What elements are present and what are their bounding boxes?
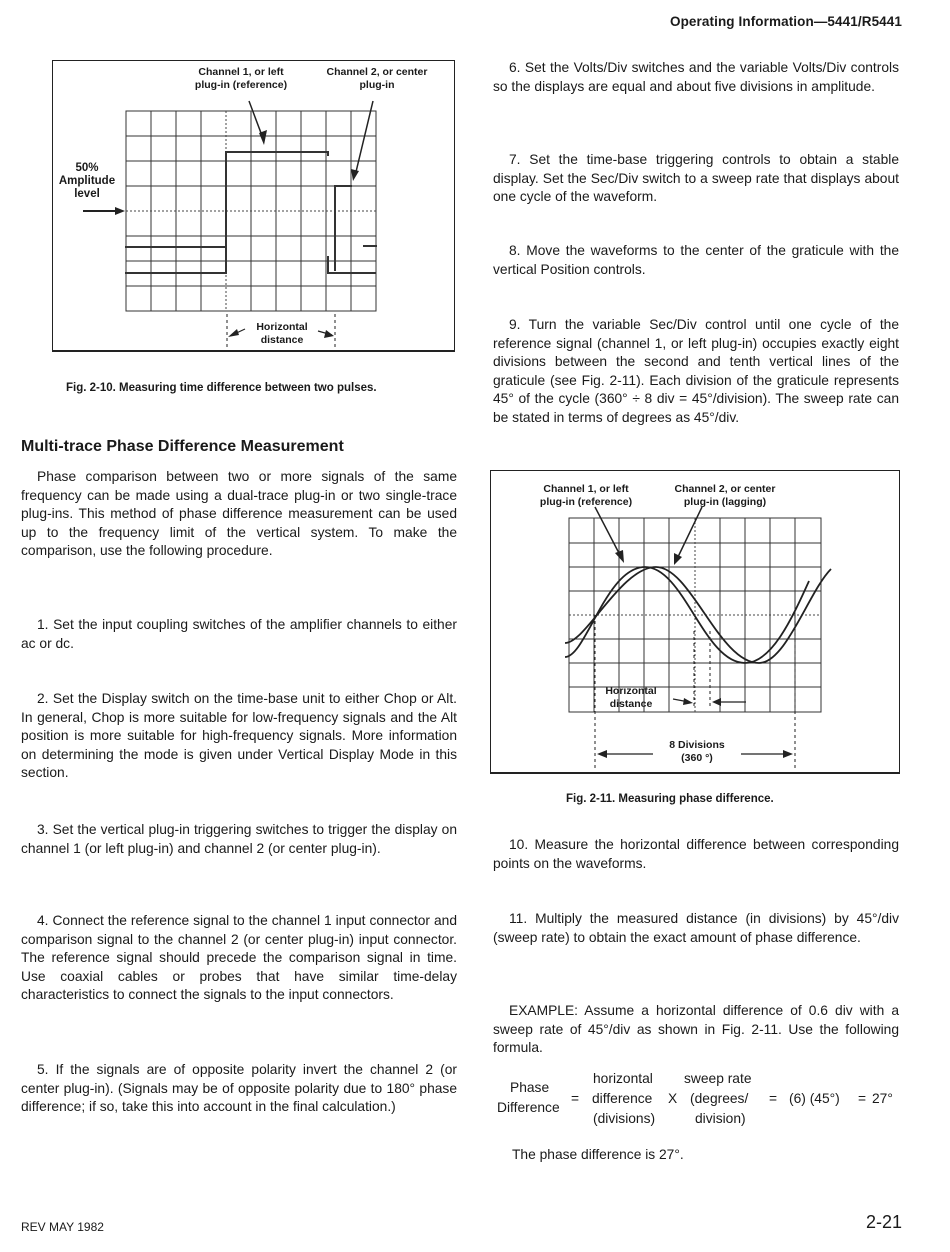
step-4: 4. Connect the reference signal to the channel 1 input connector and comparison signal to the channel 2 (or center plug-in) input connector. The reference signal should precede the comparison signal in time. Use coaxial cables or probes that have similar time-delay characteristics to connect the signals to the input connectors. [21, 913, 457, 1003]
formula-lhs-phase: Phase [510, 1080, 550, 1095]
example-paragraph: EXAMPLE: Assume a horizontal difference of 0.6 div with a sweep rate of 45°/div as shown in Fig. 2-11. Use the following formula. [493, 1003, 899, 1056]
formula-term2-bottom: division) [695, 1111, 746, 1126]
running-head: Operating Information—5441/R5441 [669, 14, 902, 29]
figure-2-10 [52, 60, 455, 352]
step-3: 3. Set the vertical plug-in triggering switches to trigger the display on channel 1 (or left plug-in) and channel 2 (or center plug-in). [21, 822, 457, 856]
formula-equals-3: = [858, 1091, 867, 1106]
fig-2-11-ch1-label: Channel 1, or left plug-in (reference) [539, 483, 633, 508]
step-5: 5. If the signals are of opposite polarity invert the channel 2 (or center plug-in). (Signals may be of opposite polarity due to 180° phase difference; if so, take this into account in the final calculation.) [21, 1062, 457, 1115]
fig-2-10-ch1-label: Channel 1, or left plug-in (reference) [194, 66, 288, 91]
formula-term2-mid: (degrees/ [690, 1091, 749, 1106]
formula-value: 27° [872, 1091, 893, 1106]
formula-term1-bottom: (divisions) [593, 1111, 656, 1126]
fig-2-10-caption: Fig. 2-10. Measuring time difference between two pulses. [66, 382, 377, 394]
phase-formula [493, 1066, 899, 1136]
formula-equals-1: = [571, 1091, 580, 1106]
fig-2-11-8div-label: 8 Divisions (360 °) [669, 739, 725, 764]
fig-2-11-ch2-label: Channel 2, or center plug-in (lagging) [674, 483, 776, 508]
step-7: 7. Set the time-base triggering controls to obtain a stable display. Set the Sec/Div switch to a sweep rate that displays about one cycle of the waveform. [493, 152, 899, 205]
footer-revision: REV MAY 1982 [21, 1220, 104, 1234]
formula-term1-top: horizontal [593, 1071, 653, 1086]
figure-2-11 [490, 470, 900, 774]
step-9: 9. Turn the variable Sec/Div control until one cycle of the reference signal (channel 1, or left plug-in) occupies exactly eight divisions between the second and tenth vertical lines of the graticule (see Fig. 2-11). Each division of the graticule represents 45° of the cycle (360° ÷ 8 div = 45°/division). The sweep rate can be stated in terms of degrees as 45°/div. [493, 317, 899, 425]
fig-2-11-graticule [491, 471, 901, 775]
fig-2-10-50pct-label: 50% Amplitude level [58, 162, 116, 200]
step-11: 11. Multiply the measured distance (in divisions) by 45°/div (sweep rate) to obtain the exact amount of phase difference. [493, 911, 899, 945]
step-1: 1. Set the input coupling switches of the amplifier channels to either ac or dc. [21, 617, 457, 651]
result-paragraph: The phase difference is 27°. [512, 1147, 684, 1162]
step-6: 6. Set the Volts/Div switches and the variable Volts/Div controls so the displays are equal and about five divisions in amplitude. [493, 60, 899, 94]
section-heading: Multi-trace Phase Difference Measurement [21, 438, 344, 455]
formula-term1-mid: difference [592, 1091, 653, 1106]
formula-term2-top: sweep rate [684, 1071, 752, 1086]
fig-2-10-ch2-label: Channel 2, or center plug-in [326, 66, 428, 91]
fig-2-10-horizontal-label: Horizontal distance [256, 321, 308, 346]
step-2: 2. Set the Display switch on the time-base unit to either Chop or Alt. In general, Chop is more suitable for low-frequency signals and the Alt position is more suitable for high-frequency signals. More information on determining the mode is given under Vertical Display Mode in this section. [21, 691, 457, 781]
formula-equals-2: = [769, 1091, 778, 1106]
intro-paragraph: Phase comparison between two or more signals of the same frequency can be made using a dual-trace plug-in or two single-trace plug-ins. This method of phase difference measurement can be used up to the frequency limit of the vertical system. To make the comparison, use the following procedure. [21, 469, 457, 559]
fig-2-11-horizontal-label: Horizontal distance [605, 685, 657, 710]
step-10: 10. Measure the horizontal difference between corresponding points on the waveforms. [493, 837, 899, 871]
fig-2-11-caption: Fig. 2-11. Measuring phase difference. [566, 793, 774, 805]
formula-substituted: (6) (45°) [789, 1091, 840, 1106]
step-8: 8. Move the waveforms to the center of the graticule with the vertical Position controls. [493, 243, 899, 277]
page-number: 2-21 [865, 1212, 902, 1232]
formula-times: X [668, 1091, 678, 1106]
fig-2-10-graticule [53, 61, 456, 353]
formula-lhs-difference: Difference [497, 1100, 560, 1115]
